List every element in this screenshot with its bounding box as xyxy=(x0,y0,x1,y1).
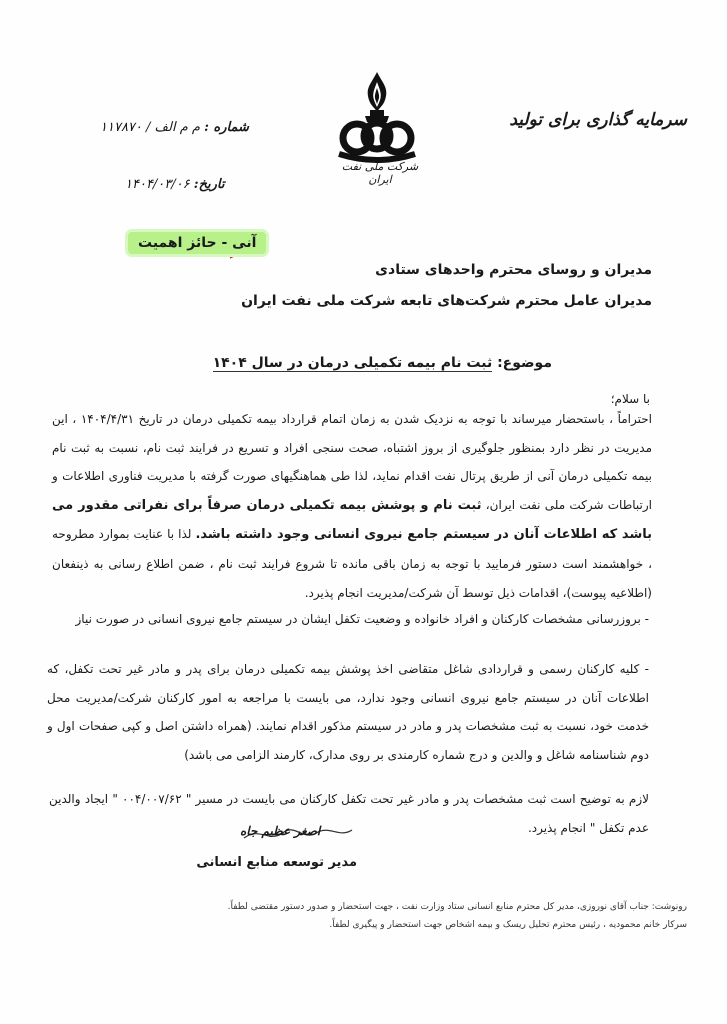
signer-name: اصغر عظیم جاه xyxy=(240,824,321,838)
letter-date xyxy=(125,177,224,192)
subject-line xyxy=(213,355,552,371)
subject-text: ثبت نام بیمه تکمیلی درمان در سال ۱۴۰۴ xyxy=(212,355,493,371)
closing-paragraph: لازم به توضیح است ثبت مشخصات پدر و مادر غیر تحت تکفل کارکنان می بایست در مسیر " ۰۰۴/۰۰۷/۶۲ " ایجاد والدین عدم تکفل " انجام پذیرد. xyxy=(49,792,650,835)
recipient-line: مدیران عامل محترم شرکت‌های تابعه شرکت ملی نفت ایران xyxy=(241,293,652,309)
bullet-item: - بروزرسانی مشخصات کارکنان و افراد خانواده و وضعیت تکفل ایشان در سیستم جامع نیروی انسانی در صورت نیاز xyxy=(75,612,649,626)
subject-label: موضوع: xyxy=(497,355,552,371)
slogan: سرمایه گذاری برای تولید xyxy=(509,110,687,130)
company-name: شرکت ملی نفت ایران xyxy=(341,160,419,186)
bullet-item: - کلیه کارکنان رسمی و قراردادی شاغل متقاضی اخذ پوشش بیمه تکمیلی درمان برای پدر و مادر غیر تحت تکفل، که اطلاعات آنان در سیستم جامع نیروی انسانی وجود ندارد، می بایست با مراجعه به امور کارکنان شرکت/مدیریت محل خدمت خود، نسبت به ثبت مشخصات پدر و مادر در سیستم مذکور اقدام نمایند. (همراه داشتن اصل و کپی صفحات اول و دوم شناسنامه شاغل و والدین و درج شماره کارمندی بر روی مدارک، کارمند الزامی می باشد) xyxy=(47,662,649,762)
letter-date-label: تاریخ: xyxy=(193,177,225,192)
body-emphasis: ثبت نام و پوشش بیمه تکمیلی درمان صرفاً برای نفراتی مقدور می باشد که اطلاعات آنان در سیستم جامع نیروی انسانی وجود داشته باشد. xyxy=(52,497,652,543)
cc-line: سرکار خانم محمودیه ، رئیس محترم تحلیل ریسک و بیمه اشخاص جهت استحضار و پیگیری لطفاً. xyxy=(329,920,687,930)
body-text: لذا با عنایت بموارد مطروحه ، خواهشمند است دستور فرمایید با توجه به زمان باقی مانده تا شروع فرایند ثبت نام ، ضمن اطلاع رسانی به ذینفعان (اطلاعیه پیوست)، اقدامات ذیل توسط آن شرکت/مدیریت انجام پذیرد. xyxy=(52,527,652,600)
letter-number-label: شماره : xyxy=(204,120,249,135)
body-text: احتراماً ، باستحضار میرساند با توجه به نزدیک شدن به زمان اتمام قرارداد بیمه تکمیلی درمان در تاریخ ۱۴۰۴/۴/۳۱ ، این مدیریت در نظر دارد بمنظور جلوگیری از بروز اشتباه، صحت سنجی افراد و تسریع در فرایند ثبت نام، نسبت به ثبت نام بیمه تکمیلی درمان آنی از طریق پرتال نفت اقدام نماید، لذا طی هماهنگیهای صورت گرفته با مدیریت فناوری اطلاعات و ارتباطات شرکت ملی نفت ایران، xyxy=(52,412,652,512)
recipient-line: مدیران و روسای محترم واحدهای ستادی xyxy=(375,262,652,278)
body-paragraph xyxy=(52,405,652,607)
cc-line: رونوشت: جناب آقای نوروزی، مدیر کل محترم منابع انسانی ستاد وزارت نفت ، جهت استحضار و صدور دستور مقتضی لطفاً. xyxy=(227,902,687,912)
greeting: با سلام؛ xyxy=(610,392,650,406)
priority-stamp: آنی - حائز اهمیت xyxy=(128,232,266,254)
letter-number xyxy=(100,120,249,135)
letter-number-value: م م الف / ۱۱۷۸۷۰ xyxy=(100,120,200,135)
letter-date-value: ۱۴۰۴/۰۳/۰۶ xyxy=(125,177,190,192)
signer-title: مدیر توسعه منابع انسانی xyxy=(196,855,357,870)
